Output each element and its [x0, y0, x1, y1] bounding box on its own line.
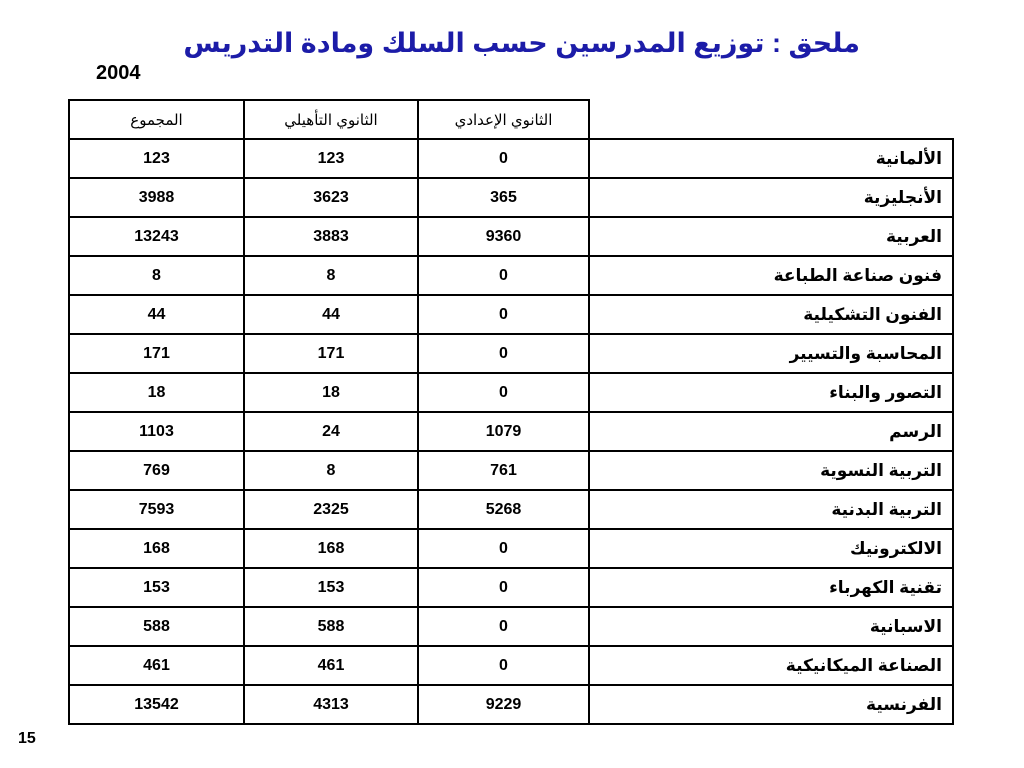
cell-subject: الفنون التشكيلية [589, 295, 953, 334]
table-row [69, 295, 953, 334]
cell-qualifying-secondary: 4313 [244, 685, 418, 724]
cell-total: 153 [69, 568, 244, 607]
cell-subject: الرسم [589, 412, 953, 451]
cell-qualifying-secondary: 461 [244, 646, 418, 685]
cell-subject: الصناعة الميكانيكية [589, 646, 953, 685]
cell-qualifying-secondary: 3623 [244, 178, 418, 217]
header-total: المجموع [69, 100, 244, 139]
table-header-row [69, 100, 953, 139]
teachers-distribution-table [68, 99, 954, 725]
cell-preparatory-secondary: 0 [418, 607, 589, 646]
cell-preparatory-secondary: 0 [418, 568, 589, 607]
cell-qualifying-secondary: 123 [244, 139, 418, 178]
slide-title: ملحق : توزيع المدرسين حسب السلك ومادة التدريس [183, 28, 860, 58]
table-row [69, 607, 953, 646]
cell-subject: تقنية الكهرباء [589, 568, 953, 607]
cell-preparatory-secondary: 0 [418, 529, 589, 568]
table-row [69, 334, 953, 373]
cell-total: 44 [69, 295, 244, 334]
cell-qualifying-secondary: 171 [244, 334, 418, 373]
table-row [69, 451, 953, 490]
table-year: 2004 [96, 62, 141, 84]
header-qualifying-secondary: الثانوي التأهيلي [244, 100, 418, 139]
cell-preparatory-secondary: 0 [418, 373, 589, 412]
cell-qualifying-secondary: 153 [244, 568, 418, 607]
cell-qualifying-secondary: 3883 [244, 217, 418, 256]
cell-preparatory-secondary: 0 [418, 256, 589, 295]
table-row [69, 568, 953, 607]
table-row [69, 373, 953, 412]
header-preparatory-secondary: الثانوي الإعدادي [418, 100, 589, 139]
cell-total: 7593 [69, 490, 244, 529]
cell-subject: الاسبانية [589, 607, 953, 646]
cell-preparatory-secondary: 9229 [418, 685, 589, 724]
cell-qualifying-secondary: 24 [244, 412, 418, 451]
cell-total: 123 [69, 139, 244, 178]
cell-total: 3988 [69, 178, 244, 217]
header-subject-empty [589, 100, 953, 139]
cell-subject: الالكترونيك [589, 529, 953, 568]
cell-total: 18 [69, 373, 244, 412]
cell-preparatory-secondary: 1079 [418, 412, 589, 451]
cell-subject: الفرنسية [589, 685, 953, 724]
cell-total: 588 [69, 607, 244, 646]
cell-qualifying-secondary: 8 [244, 451, 418, 490]
cell-preparatory-secondary: 5268 [418, 490, 589, 529]
table-row [69, 490, 953, 529]
cell-total: 8 [69, 256, 244, 295]
table-row [69, 529, 953, 568]
cell-total: 769 [69, 451, 244, 490]
cell-subject: التربية البدنية [589, 490, 953, 529]
cell-subject: الألمانية [589, 139, 953, 178]
table-row [69, 685, 953, 724]
cell-qualifying-secondary: 588 [244, 607, 418, 646]
cell-qualifying-secondary: 44 [244, 295, 418, 334]
cell-preparatory-secondary: 0 [418, 295, 589, 334]
cell-preparatory-secondary: 761 [418, 451, 589, 490]
cell-total: 168 [69, 529, 244, 568]
table-row [69, 256, 953, 295]
table-row [69, 412, 953, 451]
cell-qualifying-secondary: 168 [244, 529, 418, 568]
cell-preparatory-secondary: 0 [418, 334, 589, 373]
cell-subject: فنون صناعة الطباعة [589, 256, 953, 295]
cell-total: 1103 [69, 412, 244, 451]
cell-subject: التربية النسوية [589, 451, 953, 490]
cell-qualifying-secondary: 18 [244, 373, 418, 412]
table-row [69, 646, 953, 685]
cell-subject: العربية [589, 217, 953, 256]
cell-subject: التصور والبناء [589, 373, 953, 412]
table-row [69, 217, 953, 256]
cell-qualifying-secondary: 2325 [244, 490, 418, 529]
table-row [69, 178, 953, 217]
slide-number: 15 [18, 730, 36, 747]
cell-preparatory-secondary: 0 [418, 646, 589, 685]
cell-total: 13243 [69, 217, 244, 256]
cell-total: 171 [69, 334, 244, 373]
cell-preparatory-secondary: 365 [418, 178, 589, 217]
cell-total: 13542 [69, 685, 244, 724]
cell-preparatory-secondary: 0 [418, 139, 589, 178]
cell-subject: المحاسبة والتسيير [589, 334, 953, 373]
table-row [69, 139, 953, 178]
cell-total: 461 [69, 646, 244, 685]
cell-qualifying-secondary: 8 [244, 256, 418, 295]
cell-preparatory-secondary: 9360 [418, 217, 589, 256]
cell-subject: الأنجليزية [589, 178, 953, 217]
table-body [69, 100, 953, 724]
